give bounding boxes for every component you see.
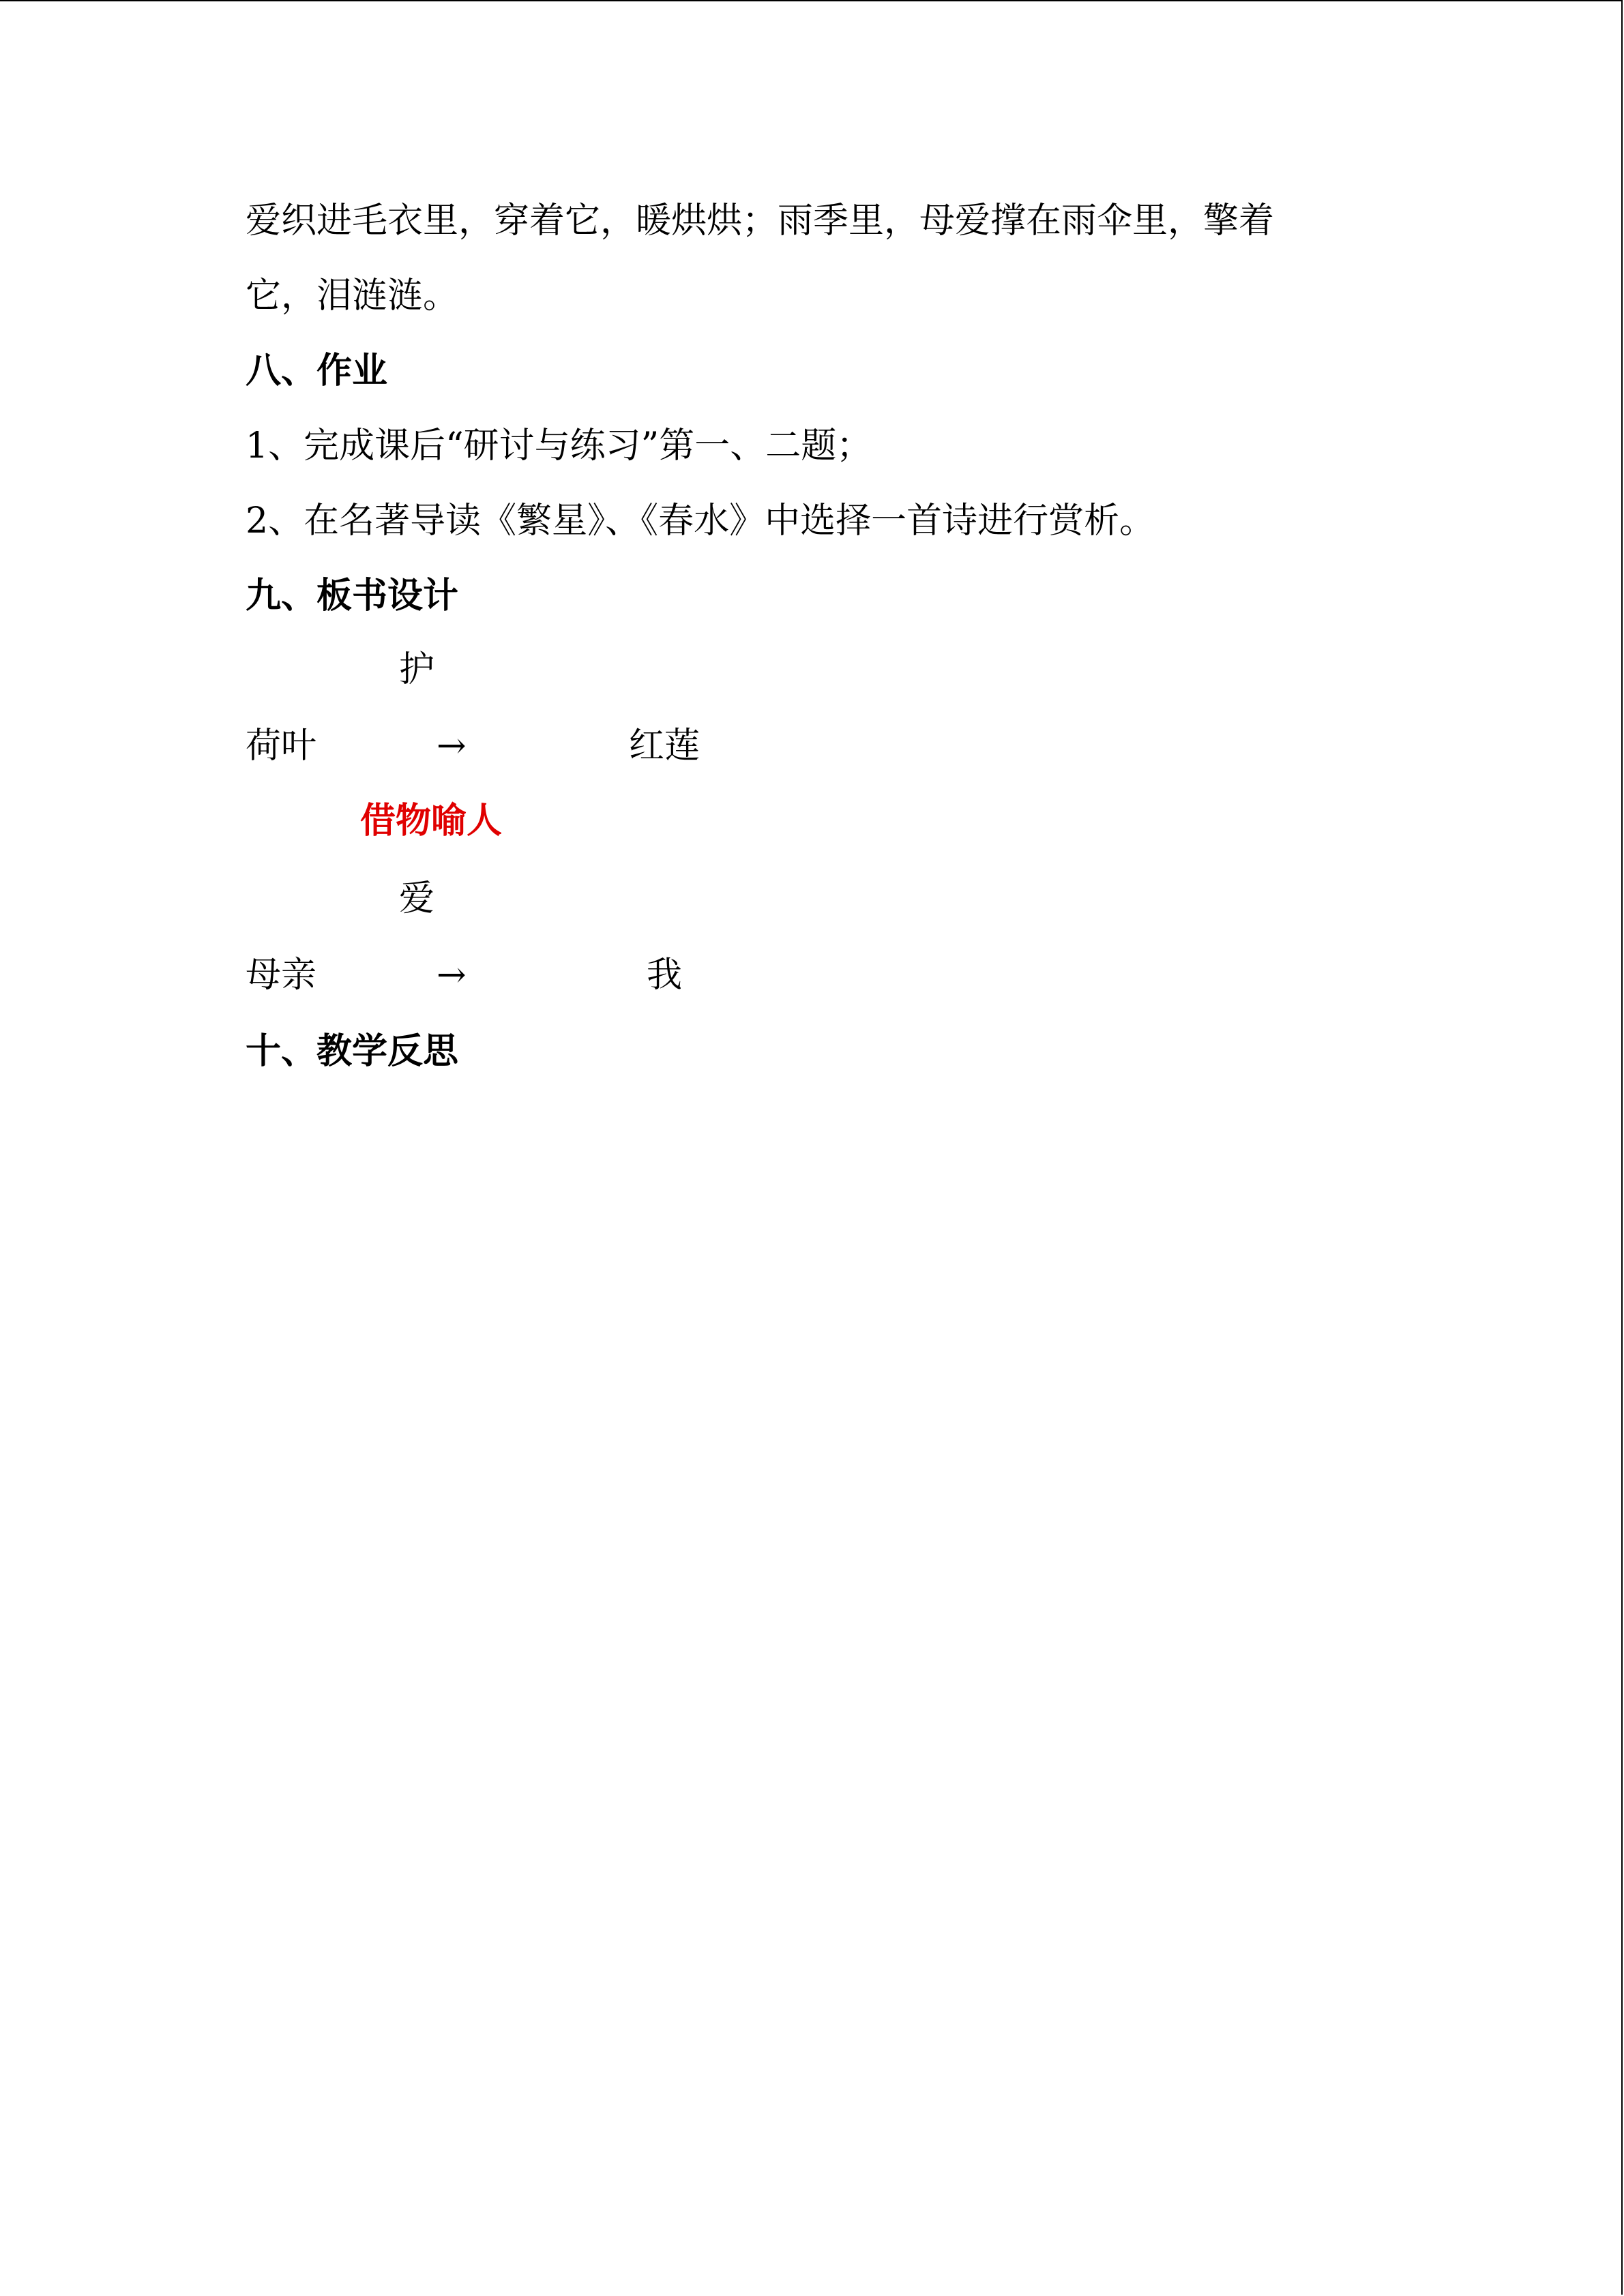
section-10-heading: 十、教学反思 <box>246 1031 459 1072</box>
board-top-word: 护 <box>399 649 435 690</box>
paragraph-line-2: 它，泪涟涟。 <box>246 275 459 316</box>
homework-item-2: 2、在名著导读《繁星》、《春水》中选择一首诗进行赏析。 <box>246 501 1155 541</box>
board-row1-right: 红莲 <box>629 726 700 766</box>
board-middle-word: 爱 <box>399 878 435 919</box>
board-arrow-2: → <box>437 955 467 996</box>
board-row1-left: 荷叶 <box>246 726 317 766</box>
board-row2-right: 我 <box>647 955 683 996</box>
board-arrow-1: → <box>437 726 467 766</box>
board-theme: 借物喻人 <box>360 801 503 841</box>
homework-item-1: 1、完成课后“研讨与练习”第一、二题； <box>246 426 872 466</box>
section-9-heading: 九、板书设计 <box>246 576 459 616</box>
board-row2-left: 母亲 <box>246 955 317 996</box>
section-8-heading: 八、作业 <box>246 351 388 391</box>
paragraph-line-1: 爱织进毛衣里，穿着它，暖烘烘；雨季里，母爱撑在雨伞里，擎着 <box>246 200 1275 241</box>
